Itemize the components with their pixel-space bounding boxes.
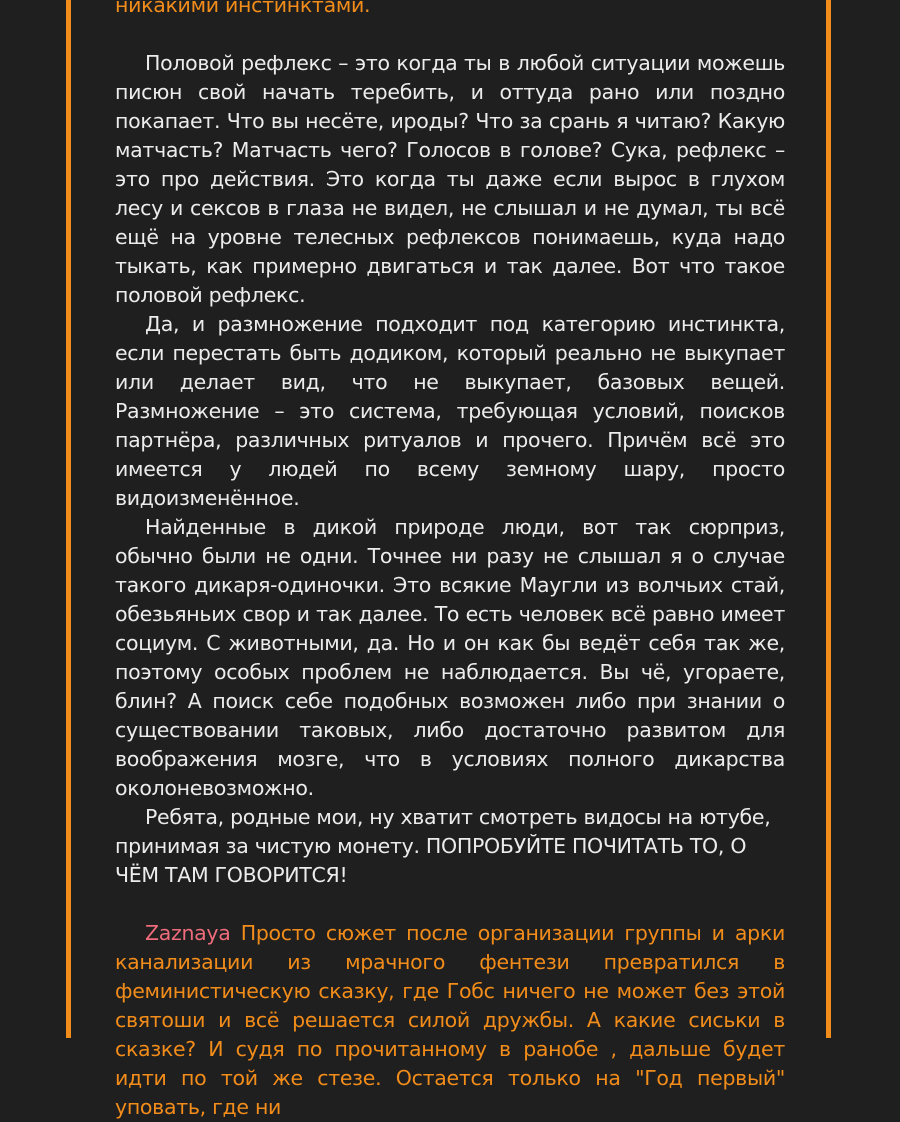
previous-paragraph-tail: никакими инстинктами.	[115, 0, 371, 17]
right-border-line	[826, 0, 831, 1038]
comment-text: Просто сюжет после организации группы и арки канализации из мрачного фентези превратился в феминистическую сказку, где Гобс ничего не может без этой святоши и всё решается силой дружбы. А какие сиськи в сказке? И судя по прочитанному в ранобе , дальше будет идти по той же стезе. Остается только на "Год первый" уповать, где ни	[115, 921, 785, 1119]
paragraph-4: Ребята, родные мои, ну хватит смотреть видосы на ютубе, принимая за чистую монету. ПОПРОБУЙТЕ ПОЧИТАТЬ ТО, О ЧЁМ ТАМ ГОВОРИТСЯ!	[115, 805, 771, 887]
paragraph-2: Да, и размножение подходит под категорию инстинкта, если перестать быть додиком, который реально не выкупает или делает вид, что не выкупает, базовых вещей. Размножение – это система, требующая условий, поисков партнёра, различных ритуалов и прочего. Причём всё это имеется у людей по всему земному шару, просто видоизменённое.	[115, 312, 785, 510]
post-content	[115, 0, 785, 1122]
comment-author[interactable]: Zaznaya	[145, 921, 231, 945]
left-border-line	[66, 0, 71, 1038]
paragraph-1: Половой рефлекс – это когда ты в любой ситуации можешь писюн свой начать теребить, и оттуда рано или поздно покапает. Что вы несёте, ироды? Что за срань я читаю? Какую матчасть? Матчасть чего? Голосов в голове? Сука, рефлекс – это про действия. Это когда ты даже если вырос в глухом лесу и сексов в глаза не видел, не слышал и не думал, ты всё ещё на уровне телесных рефлексов понимаешь, куда надо тыкать, как примерно двигаться и так далее. Вот что такое половой рефлекс.	[115, 51, 785, 307]
paragraph-3: Найденные в дикой природе люди, вот так сюрприз, обычно были не одни. Точнее ни разу не слышал я о случае такого дикаря-одиночки. Это всякие Маугли из волчьих стай, обезьяньих свор и так далее. То есть человек всё равно имеет социум. С животными, да. Но и он как бы ведёт себя так же, поэтому особых проблем не наблюдается. Вы чё, угораете, блин? А поиск себе подобных возможен либо при знании о существовании таковых, либо достаточно развитом для воображения мозге, что в условиях полного дикарства околоневозможно.	[115, 515, 785, 800]
spacer	[115, 20, 785, 49]
spacer	[115, 890, 785, 919]
comment-paragraph	[115, 919, 785, 1122]
